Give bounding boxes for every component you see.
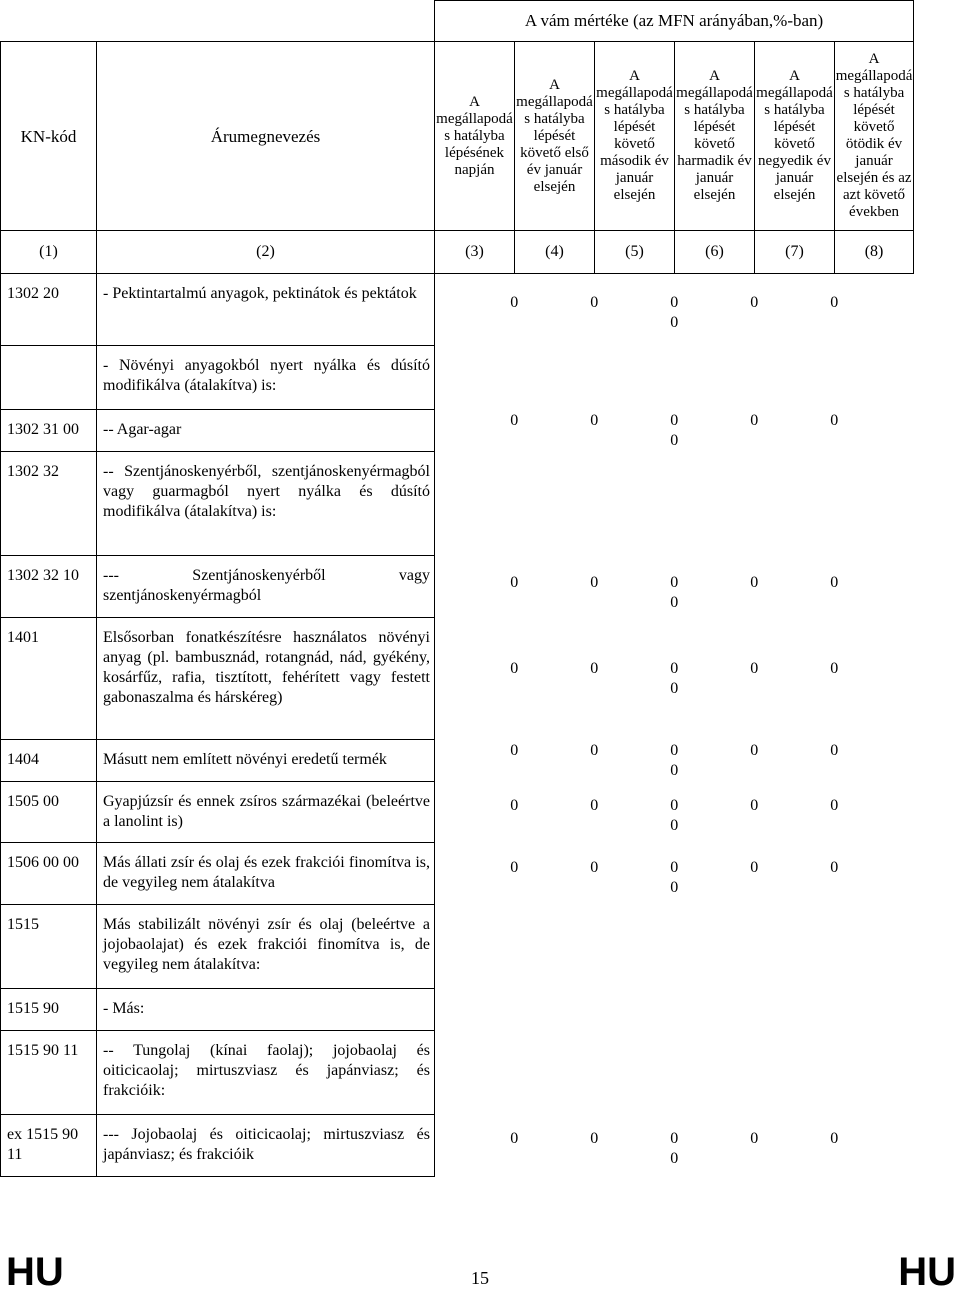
- rate-column-header-2: A megállapodá s hatályba lépését követő első év január elsején: [515, 42, 595, 231]
- description: - Pektintartalmú anyagok, pektinátok és pektátok: [97, 274, 435, 346]
- cn-code: 1302 20: [1, 274, 97, 346]
- rate-values: 0 0 0 0 00: [510, 573, 839, 611]
- cn-code: 1505 00: [1, 782, 97, 843]
- description: --- Jojobaolaj és oiticicaolaj; mirtuszviasz és japánviasz; és frakcióik: [97, 1115, 435, 1177]
- table-row: [1, 452, 914, 556]
- cn-code: 1515 90 11: [1, 1031, 97, 1115]
- table-row: [1, 843, 914, 905]
- rate-values: 0 0 0 0 00: [510, 858, 839, 896]
- rate-values: [435, 1031, 914, 1115]
- code-column-header: KN-kód: [1, 42, 97, 231]
- table-row: [1, 1031, 914, 1115]
- description: Gyapjúzsír és ennek zsíros származékai (beleértve a lanolint is): [97, 782, 435, 843]
- rate-values: [435, 989, 914, 1031]
- column-number: (8): [835, 231, 914, 274]
- cn-code: 1401: [1, 618, 97, 740]
- rate-header-title: A vám mértéke (az MFN arányában,%-ban): [435, 1, 914, 42]
- rate-column-header-3: A megállapodá s hatályba lépését követő második év január elsején: [595, 42, 675, 231]
- description: - Más:: [97, 989, 435, 1031]
- cn-code: 1404: [1, 740, 97, 782]
- description: --- Szentjánoskenyérből vagy szentjánoskenyérmagból: [97, 556, 435, 618]
- rate-column-header-6: A megállapodá s hatályba lépését követő ötödik év január elsején és az azt követő években: [835, 42, 914, 231]
- column-number: (1): [1, 231, 97, 274]
- description: Elsősorban fonatkészítésre használatos növényi anyag (pl. bambusznád, rotangnád, nád, gyékény, kosárfűz, rafia, tisztított, fehérített vagy festett gabonaszalma és hárskéreg): [97, 618, 435, 740]
- cn-code: 1515: [1, 905, 97, 989]
- column-number: (4): [515, 231, 595, 274]
- table-row: [1, 782, 914, 843]
- table-row: [1, 1115, 914, 1177]
- description: -- Agar-agar: [97, 410, 435, 452]
- cn-code: 1302 31 00: [1, 410, 97, 452]
- rate-values: 0 0 0 0 00: [510, 797, 839, 834]
- column-number: (7): [755, 231, 835, 274]
- description: -- Szentjánoskenyérből, szentjánoskenyérmagból vagy guarmagból nyert nyálka és dúsító modifikálva (átalakítva) is:: [97, 452, 435, 556]
- rate-values: [435, 346, 914, 410]
- column-number: (2): [97, 231, 435, 274]
- cn-code: ex 1515 90 11: [1, 1115, 97, 1177]
- column-number: (6): [675, 231, 755, 274]
- column-number: (3): [435, 231, 515, 274]
- table-row: [1, 274, 914, 346]
- table-row: [1, 618, 914, 740]
- rate-values: [435, 452, 914, 556]
- table-row: [1, 346, 914, 410]
- rate-values: 0 0 0 0 00: [510, 1129, 839, 1167]
- table-row: [1, 556, 914, 618]
- table-row: [1, 989, 914, 1031]
- column-number: (5): [595, 231, 675, 274]
- cn-code: 1302 32 10: [1, 556, 97, 618]
- description: - Növényi anyagokból nyert nyálka és dúsító modifikálva (átalakítva) is:: [97, 346, 435, 410]
- description: -- Tungolaj (kínai faolaj); jojobaolaj és oiticicaolaj; mirtuszviasz és japánviasz; és frakcióik:: [97, 1031, 435, 1115]
- table-row: [1, 410, 914, 452]
- rate-values: [435, 905, 914, 989]
- description: Más állati zsír és olaj és ezek frakciói finomítva is, de vegyileg nem átalakítva: [97, 843, 435, 905]
- description: Más stabilizált növényi zsír és olaj (beleértve a jojobaolajat) és ezek frakciói finomítva is, de vegyileg nem átalakítva:: [97, 905, 435, 989]
- table-row: [1, 905, 914, 989]
- table-row: [1, 740, 914, 782]
- cn-code: 1506 00 00: [1, 843, 97, 905]
- rate-column-header-4: A megállapodá s hatályba lépését követő harmadik év január elsején: [675, 42, 755, 231]
- page-number: 15: [471, 1268, 489, 1288]
- description-column-header: Árumegnevezés: [97, 42, 435, 231]
- rate-values: 0 0 0 0 00: [510, 741, 839, 779]
- description: Másutt nem említett növényi eredetű termék: [97, 740, 435, 782]
- footer-country-mark-right: HU: [898, 1250, 956, 1294]
- cn-code: [1, 346, 97, 410]
- rate-values: 0 0 0 0 00: [510, 659, 839, 697]
- rate-column-header-1: A megállapodá s hatályba lépésének napján: [435, 42, 515, 231]
- cn-code: 1302 32: [1, 452, 97, 556]
- footer-country-mark-left: HU: [6, 1250, 64, 1294]
- rate-values: 0 0 0 0 00: [510, 411, 839, 449]
- rate-column-header-5: A megállapodá s hatályba lépését követő negyedik év január elsején: [755, 42, 835, 231]
- cn-code: 1515 90: [1, 989, 97, 1031]
- rate-values: 0 0 0 0 00: [510, 293, 839, 331]
